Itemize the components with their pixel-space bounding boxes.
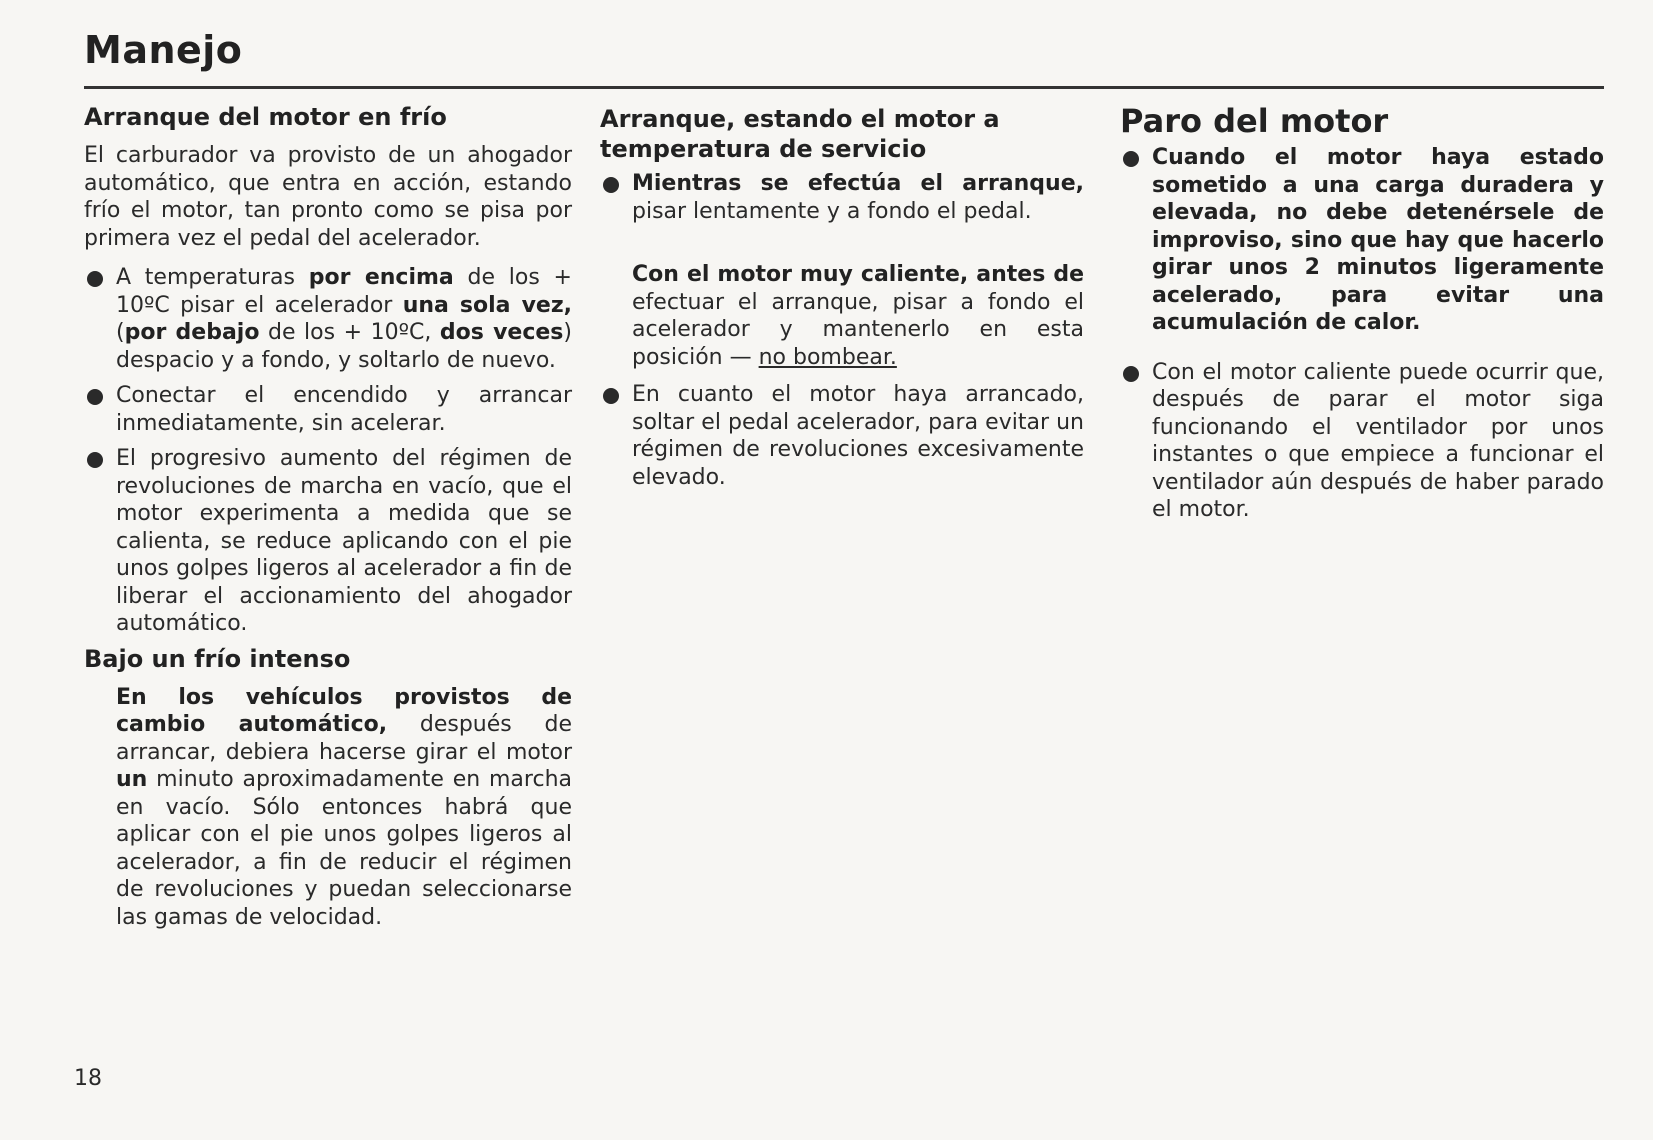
bullet-temperature [84, 264, 572, 374]
text-span: después de arrancar, debiera hacerse girar el motor [116, 712, 572, 765]
bullet-heavy-load [1120, 144, 1604, 337]
bold-text: por encima [308, 265, 454, 290]
bullet-dot-icon [1123, 151, 1139, 167]
bullet-ignition [84, 382, 572, 437]
bold-text: una sola vez, [402, 292, 572, 318]
column-1 [84, 100, 572, 931]
text-span: Cuando el motor haya estado sometido a una carga duradera y elevada, no debe detenérsele de improviso, sino que hay que hacerlo girar unos 2 minutos ligeramente acelerado, para evitar una acumulación de calor. [1152, 145, 1604, 335]
text-span: En cuanto el motor haya arrancado, soltar el pedal acelerador, para evitar un régimen de revoluciones excesivamente elevado. [632, 382, 1084, 490]
text-span: de los + 10ºC, [259, 320, 440, 345]
text-span: de los + 10ºC pisar el acelerador [116, 265, 572, 318]
text-span: ( [116, 320, 125, 345]
section-heading-warm-start: Arranque, estando el motor a temperatura de servicio [600, 105, 1000, 163]
section-heading-cold-start: Arranque del motor en frío [84, 103, 447, 131]
text-span: A temperaturas [116, 265, 309, 290]
text-span: minuto aproximadamente en marcha en vacío. Sólo entonces habrá que aplicar con el pie unos golpes ligeros al acelerador, a fin de reducir el régimen de revoluciones y puedan seleccionarse las gamas de velocidad. [116, 767, 572, 930]
bullet-dot-icon [87, 389, 103, 405]
bullet-while-starting [600, 170, 1084, 225]
bold-text: Mientras se efectúa el arranque, [632, 171, 1084, 196]
bold-text: dos veces [439, 320, 564, 345]
hot-engine-paragraph [600, 261, 1084, 371]
section-heading-engine-stop: Paro del motor [1120, 102, 1389, 140]
bullet-dot-icon [1123, 366, 1139, 382]
text-span: El progresivo aumento del régimen de revoluciones de marcha en vacío, que el motor experimenta a medida que se calienta, se reduce aplicando con el pie unos golpes ligeros al acelerador a fin de liberar el accionamiento del ahogador automático. [116, 446, 572, 636]
section-heading-intense-cold: Bajo un frío intenso [84, 644, 351, 673]
bold-text: Con el motor muy caliente, antes de [632, 262, 1084, 287]
text-span: Con el motor caliente puede ocurrir que, después de parar el motor siga funcionando el ventilador por unos instantes o que empiece a funcionar el ventilador aún después de haber parado el motor. [1152, 359, 1604, 522]
title-rule [84, 86, 1604, 89]
bullet-fan [1120, 359, 1604, 524]
text-span: efectuar el arranque, pisar a fondo el acelerador y mantenerlo en esta posición — [632, 289, 1084, 370]
bold-text: por debajo [124, 320, 260, 345]
text-span: ) despacio y a fondo, y soltarlo de nuevo. [116, 320, 572, 373]
page-title: Manejo [84, 28, 243, 72]
bullet-dot-icon [603, 177, 619, 193]
bullet-after-start [600, 381, 1084, 491]
bold-text: En los vehículos provistos de cambio automático, [116, 684, 572, 737]
bullet-idle-speed [84, 445, 572, 638]
bullet-dot-icon [87, 452, 103, 468]
text-span: pisar lentamente y a fondo el pedal. [632, 198, 1032, 224]
underlined-text: no bombear. [758, 344, 897, 370]
intense-cold-paragraph [84, 684, 572, 932]
bold-text: un [116, 767, 148, 792]
bullet-dot-icon [87, 271, 103, 287]
cold-start-intro: El carburador va provisto de un ahogador automático, que entra en acción, estando frío el motor, tan pronto como se pisa por primera vez el pedal del acelerador. [84, 143, 572, 251]
column-3 [1120, 100, 1604, 524]
column-2 [600, 100, 1084, 491]
text-span: Conectar el encendido y arrancar inmediatamente, sin acelerar. [116, 383, 572, 436]
page-number: 18 [74, 1066, 102, 1091]
bullet-dot-icon [603, 388, 619, 404]
